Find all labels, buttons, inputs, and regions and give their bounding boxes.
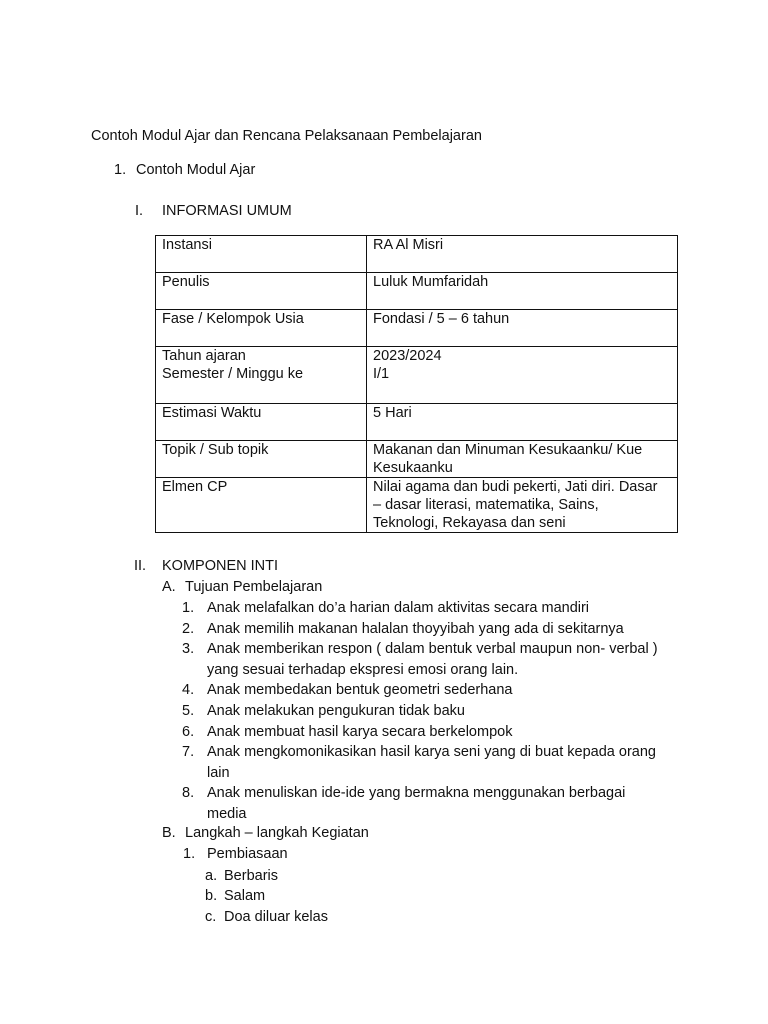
core-section-heading: KOMPONEN INTI bbox=[162, 558, 279, 574]
list-item bbox=[182, 598, 682, 619]
list-item bbox=[182, 639, 682, 680]
info-section-heading: INFORMASI UMUM bbox=[162, 203, 292, 219]
habit-number: 1. bbox=[183, 846, 196, 862]
cell-text: I/1 bbox=[373, 366, 390, 382]
cell-text: Semester / Minggu ke bbox=[162, 366, 304, 382]
habit-heading: Pembiasaan bbox=[207, 846, 288, 862]
list-item-text: Berbaris bbox=[224, 868, 278, 884]
table-value-cell bbox=[367, 347, 678, 404]
list-number: 3. bbox=[182, 641, 195, 658]
cell-text: Tahun ajaran bbox=[162, 348, 246, 364]
cell-text: Fase / Kelompok Usia bbox=[162, 311, 304, 327]
table-key-cell bbox=[156, 478, 367, 533]
list-item-text: Anak membuat hasil karya secara berkelompok bbox=[207, 723, 513, 740]
list-item-text: Anak mengkomonikasikan hasil karya seni yang di buat kepada orang bbox=[207, 744, 656, 761]
list-item-text: Salam bbox=[224, 888, 266, 905]
table-value-cell bbox=[367, 273, 678, 310]
table-row bbox=[156, 273, 678, 310]
table-key-cell bbox=[156, 273, 367, 310]
list-item bbox=[182, 783, 682, 824]
cell-text: Makanan dan Minuman Kesukaanku/ Kue bbox=[373, 442, 643, 458]
list-item bbox=[182, 619, 682, 640]
list-item-text: Anak menuliskan ide-ide yang bermakna menggunakan berbagai bbox=[207, 785, 626, 802]
goals-heading: Tujuan Pembelajaran bbox=[185, 579, 323, 595]
table-row bbox=[156, 310, 678, 347]
steps-number: B. bbox=[162, 825, 176, 841]
list-letter: a. bbox=[205, 868, 218, 884]
list-item bbox=[205, 866, 328, 886]
goals-list bbox=[182, 598, 682, 825]
table-key-cell bbox=[156, 310, 367, 347]
cell-text: Luluk Mumfaridah bbox=[373, 274, 489, 290]
list-number: 1. bbox=[182, 600, 195, 616]
list-item-text: Anak melakukan pengukuran tidak baku bbox=[207, 702, 465, 719]
cell-text: Nilai agama dan budi pekerti, Jati diri. Dasar bbox=[373, 479, 658, 495]
list-item-text: Anak membedakan bentuk geometri sederhana bbox=[207, 682, 513, 699]
table-row bbox=[156, 347, 678, 404]
cell-text: 5 Hari bbox=[373, 405, 412, 421]
table-value-cell bbox=[367, 236, 678, 273]
cell-text: Fondasi / 5 – 6 tahun bbox=[373, 311, 510, 327]
list-item-text: Anak memilih makanan halalan thoyyibah yang ada di sekitarnya bbox=[207, 620, 624, 637]
section-heading: Contoh Modul Ajar bbox=[136, 162, 256, 178]
table-row bbox=[156, 404, 678, 441]
cell-text: 2023/2024 bbox=[373, 348, 442, 364]
steps-heading: Langkah – langkah Kegiatan bbox=[185, 825, 369, 841]
list-item bbox=[182, 680, 682, 701]
list-letter: b. bbox=[205, 888, 218, 905]
table-value-cell bbox=[367, 478, 678, 533]
table-row bbox=[156, 236, 678, 273]
cell-text: Teknologi, Rekayasa dan seni bbox=[373, 515, 566, 531]
table-key-cell bbox=[156, 347, 367, 404]
list-item bbox=[205, 907, 328, 927]
cell-text: Instansi bbox=[162, 237, 212, 253]
table-value-cell bbox=[367, 441, 678, 478]
table-value-cell bbox=[367, 310, 678, 347]
list-letter: c. bbox=[205, 908, 217, 925]
table-key-cell bbox=[156, 236, 367, 273]
table-value-cell bbox=[367, 404, 678, 441]
cell-text: Penulis bbox=[162, 274, 210, 290]
list-item-text: Anak memberikan respon ( dalam bentuk verbal maupun non- verbal ) bbox=[207, 641, 658, 658]
section-number: 1. bbox=[114, 162, 127, 178]
cell-text: Topik / Sub topik bbox=[162, 442, 269, 458]
cell-text: Elmen CP bbox=[162, 479, 228, 495]
list-item-text: media bbox=[207, 805, 247, 822]
list-number: 2. bbox=[182, 620, 195, 637]
list-number: 6. bbox=[182, 723, 195, 740]
goals-number: A. bbox=[162, 579, 176, 595]
list-item bbox=[182, 742, 682, 783]
list-item-text: yang sesuai terhadap ekspresi emosi orang lain. bbox=[207, 661, 519, 678]
table-row bbox=[156, 478, 678, 533]
list-item bbox=[205, 886, 328, 906]
list-number: 5. bbox=[182, 702, 195, 719]
list-number: 4. bbox=[182, 682, 195, 699]
list-item bbox=[182, 722, 682, 743]
cell-text: – dasar literasi, matematika, Sains, bbox=[373, 497, 599, 513]
list-number: 7. bbox=[182, 744, 195, 761]
list-item-text: lain bbox=[207, 764, 230, 781]
list-item-text: Anak melafalkan do’a harian dalam aktivitas secara mandiri bbox=[207, 600, 590, 616]
table-row bbox=[156, 441, 678, 478]
info-section-number: I. bbox=[135, 203, 144, 219]
list-number: 8. bbox=[182, 785, 195, 802]
cell-text: RA Al Misri bbox=[373, 237, 444, 253]
info-table bbox=[155, 235, 678, 533]
habit-list bbox=[205, 866, 328, 927]
cell-text: Estimasi Waktu bbox=[162, 405, 262, 421]
core-section-number: II. bbox=[134, 558, 147, 574]
table-key-cell bbox=[156, 441, 367, 478]
document-title: Contoh Modul Ajar dan Rencana Pelaksanaan Pembelajaran bbox=[91, 128, 482, 144]
list-item bbox=[182, 701, 682, 722]
table-key-cell bbox=[156, 404, 367, 441]
list-item-text: Doa diluar kelas bbox=[224, 908, 328, 925]
cell-text: Kesukaanku bbox=[373, 460, 453, 476]
